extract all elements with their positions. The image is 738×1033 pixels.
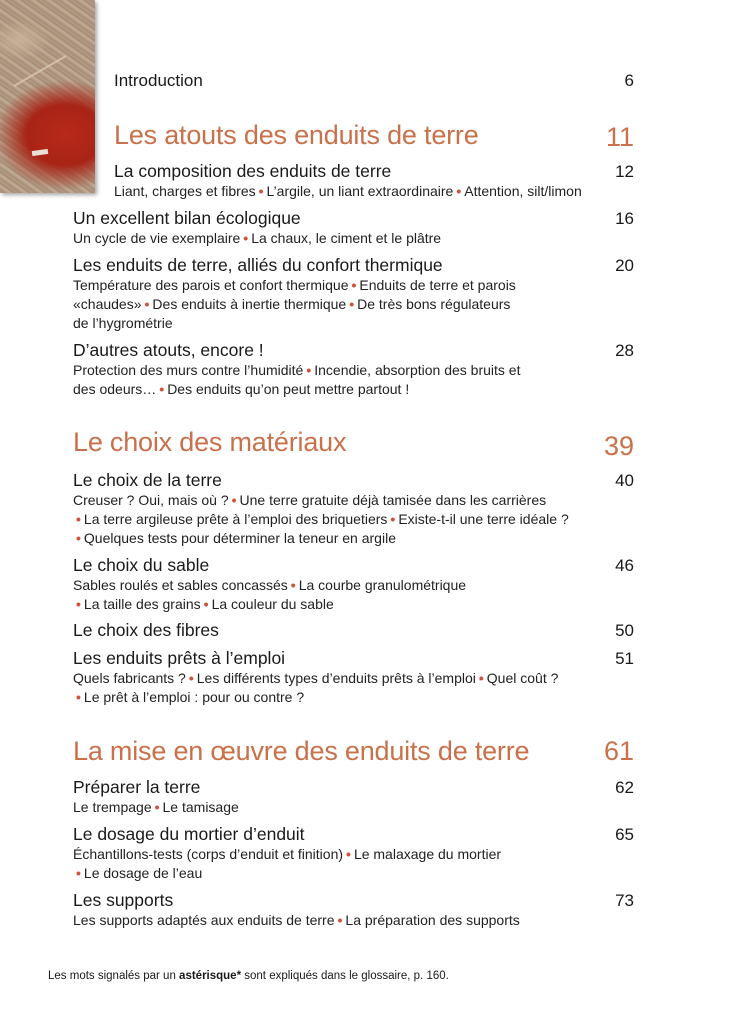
subtopic: La courbe granulométrique (298, 577, 467, 593)
bullet-separator: • (76, 530, 81, 546)
subtopic-line (114, 182, 582, 202)
chapter-title: Le dosage du mortier d’enduit (73, 824, 305, 844)
bullet-separator: • (346, 846, 351, 862)
subtopic-line (73, 911, 520, 931)
chapter-title: Les enduits prêts à l’emploi (73, 648, 286, 668)
bullet-separator: • (456, 183, 462, 199)
bullet-separator: • (76, 511, 81, 527)
chapter-title: Les supports (73, 890, 174, 910)
bullet-separator: • (478, 670, 484, 686)
subtopic-line (73, 361, 520, 381)
subtopic: Liant, charges et fibres (114, 183, 256, 199)
subtopic: La chaux, le ciment et le plâtre (251, 230, 442, 246)
bullet-separator: • (76, 689, 81, 705)
subtopic-line (73, 510, 569, 530)
subtopic: Le malaxage du mortier (353, 846, 502, 862)
bullet-separator: • (390, 511, 396, 527)
subtopic: Les différents types d’enduits prêts à l’emploi (196, 670, 476, 686)
subtopic-line (73, 864, 202, 884)
bullet-separator: • (231, 492, 237, 508)
chapter-title: Le choix des fibres (73, 620, 219, 640)
chapter-page: 73 (615, 891, 634, 910)
section-title: La mise en œuvre des enduits de terre (73, 736, 530, 766)
bullet-separator: • (144, 296, 150, 312)
subtopic: La préparation des supports (345, 912, 520, 928)
bullet-separator: • (154, 799, 160, 815)
subtopic: «chaudes» (73, 296, 142, 312)
chapter-page: 16 (615, 209, 634, 228)
footnote: Les mots signalés par un astérisque* sont expliqués dans le glossaire, p. 160. (48, 970, 449, 982)
subtopic: L’argile, un liant extraordinaire (266, 183, 454, 199)
bullet-separator: • (188, 670, 194, 686)
chapter-page: 28 (615, 341, 634, 360)
subtopic-line (73, 229, 441, 249)
subtopic-line (73, 314, 173, 334)
subtopic-line (73, 595, 334, 615)
subtopic: La terre argileuse prête à l’emploi des briquetiers (83, 511, 388, 527)
chapter-title: Préparer la terre (73, 777, 201, 797)
chapter-title: D’autres atouts, encore ! (73, 340, 264, 360)
chapter-title: Le choix du sable (73, 555, 210, 575)
chapter-title: Les enduits de terre, alliés du confort thermique (73, 255, 443, 275)
subtopic: Le dosage de l’eau (83, 865, 203, 881)
chapter-page: 20 (615, 256, 634, 275)
section-page: 11 (605, 122, 634, 152)
subtopic-line (73, 798, 239, 818)
bullet-separator: • (258, 183, 264, 199)
section-title: Le choix des matériaux (73, 427, 347, 457)
subtopic: Des enduits qu’on peut mettre partout ! (167, 381, 410, 397)
section-page: 39 (603, 431, 634, 461)
bullet-separator: • (306, 362, 312, 378)
subtopic: Quelques tests pour déterminer la teneur en argile (83, 530, 396, 546)
intro-page: 6 (624, 71, 634, 90)
subtopic: Des enduits à inertie thermique (152, 296, 347, 312)
subtopic-line (73, 845, 501, 865)
subtopic: Le trempage (73, 799, 152, 815)
subtopic: Enduits de terre et parois (359, 277, 516, 293)
subtopic: Un cycle de vie exemplaire (73, 230, 241, 246)
subtopic-line (73, 576, 466, 596)
bullet-separator: • (243, 230, 249, 246)
subtopic: De très bons régulateurs (357, 296, 511, 312)
chapter-page: 62 (615, 778, 634, 797)
chapter-title: Le choix de la terre (73, 470, 222, 490)
subtopic: Le prêt à l’emploi : pour ou contre ? (83, 689, 305, 705)
subtopic: Sables roulés et sables concassés (73, 577, 288, 593)
bullet-separator: • (203, 596, 209, 612)
chapter-title: La composition des enduits de terre (114, 161, 392, 181)
subtopic: Attention, silt/limon (464, 183, 582, 199)
subtopic: Échantillons-tests (corps d’enduit et finition) (73, 846, 344, 862)
subtopic-line (73, 669, 558, 689)
chapter-page: 46 (615, 556, 634, 575)
section-page: 61 (603, 736, 634, 766)
subtopic-line (73, 295, 510, 315)
bullet-separator: • (290, 577, 296, 593)
subtopic: Incendie, absorption des bruits et (314, 362, 521, 378)
bullet-separator: • (337, 912, 343, 928)
subtopic: Quels fabricants ? (73, 670, 186, 686)
bullet-separator: • (349, 296, 355, 312)
intro-title: Introduction (114, 71, 203, 90)
subtopic: des odeurs… (73, 381, 157, 397)
photo-detail (32, 149, 49, 156)
chapter-page: 65 (615, 825, 634, 844)
subtopic-line (73, 688, 304, 708)
chapter-page: 40 (615, 471, 634, 490)
cover-photo (0, 0, 95, 193)
subtopic-line (73, 276, 516, 296)
subtopic: Température des parois et confort thermique (73, 277, 349, 293)
subtopic: Protection des murs contre l’humidité (73, 362, 304, 378)
bullet-separator: • (76, 596, 81, 612)
subtopic-line (73, 491, 546, 511)
subtopic: de l’hygrométrie (73, 315, 173, 331)
bullet-separator: • (159, 381, 165, 397)
subtopic: La taille des grains (83, 596, 201, 612)
subtopic: La couleur du sable (211, 596, 334, 612)
chapter-page: 51 (615, 649, 634, 668)
subtopic-line (73, 380, 409, 400)
chapter-title: Un excellent bilan écologique (73, 208, 301, 228)
bullet-separator: • (76, 865, 81, 881)
subtopic: Creuser ? Oui, mais où ? (73, 492, 229, 508)
subtopic: Existe-t-il une terre idéale ? (398, 511, 569, 527)
subtopic: Le tamisage (162, 799, 239, 815)
photo-detail (14, 55, 67, 87)
subtopic: Une terre gratuite déjà tamisée dans les carrières (239, 492, 547, 508)
subtopic: Quel coût ? (486, 670, 559, 686)
chapter-page: 50 (615, 621, 634, 640)
section-title: Les atouts des enduits de terre (114, 120, 479, 150)
bullet-separator: • (351, 277, 357, 293)
subtopic: Les supports adaptés aux enduits de terre (73, 912, 335, 928)
subtopic-line (73, 529, 396, 549)
chapter-page: 12 (615, 162, 634, 181)
